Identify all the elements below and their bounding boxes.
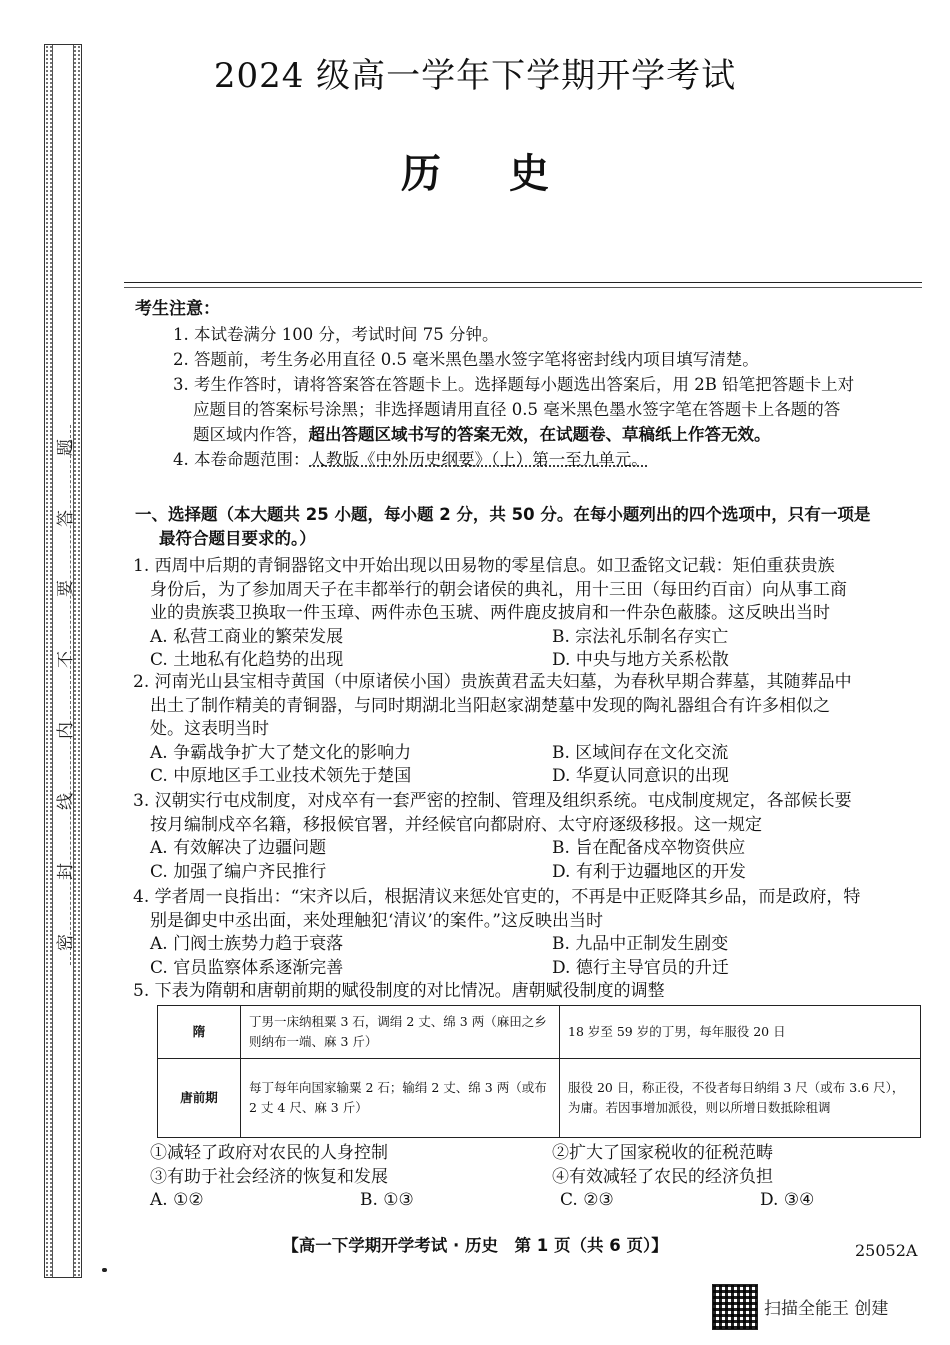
table-cell-dynasty: 唐前期: [158, 1059, 241, 1138]
option-c[interactable]: C. 加强了编户齐民推行: [150, 861, 327, 882]
options: [133, 933, 925, 980]
notice-item-cont: [135, 422, 930, 447]
section-heading: [135, 503, 925, 551]
header-rule-thin: [124, 287, 922, 288]
exam-title: 2024 级高一学年下学期开学考试: [213, 56, 737, 96]
option-c[interactable]: C. ②③: [560, 1190, 614, 1210]
candidate-notice: [135, 297, 930, 472]
option-d[interactable]: D. 有利于边疆地区的开发: [552, 861, 746, 882]
seal-char: 线: [55, 792, 76, 810]
section-heading-line: 最符合题目要求的。）: [159, 529, 316, 548]
notice-item: [135, 447, 930, 472]
option-d[interactable]: D. 华夏认同意识的出现: [552, 766, 729, 786]
page-footer: 【高一下学期开学考试 · 历史 第 1 页（共 6 页）】: [282, 1236, 668, 1255]
question-4: [133, 886, 925, 980]
question-line: 身份后，为了参加周天子在丰都举行的朝会诸侯的典礼，用十三田（每田约百亩）向从事工商: [150, 579, 847, 600]
statement: ④有效减轻了农民的经济负担: [552, 1166, 773, 1187]
notice-text: 4. 本卷命题范围：: [173, 450, 310, 469]
table-row: [158, 1006, 921, 1059]
notice-heading: 考生注意：: [135, 299, 220, 319]
table-cell-dynasty: 隋: [158, 1006, 241, 1059]
option-b[interactable]: B. 九品中正制发生剧变: [552, 934, 729, 954]
notice-item: 3. 考生作答时，请将答案答在答题卡上。选择题每小题选出答案后，用 2B 铅笔把答题卡上对: [173, 375, 855, 394]
question-2: [133, 671, 925, 789]
notice-item: 2. 答题前，考生务必用直径 0.5 毫米黑色墨水签字笔将密封线内项目填写清楚。: [173, 350, 759, 369]
question-5-choices: [133, 1142, 925, 1213]
seal-text: [53, 435, 76, 955]
question-line: 业的贵族裘卫换取一件玉璋、两件赤色玉琥、两件鹿皮披肩和一件杂色蔽膝。这反映出当时: [150, 603, 830, 623]
options: [133, 837, 925, 884]
option-b[interactable]: B. 区域间存在文化交流: [552, 742, 729, 763]
seal-char: 要: [55, 580, 76, 598]
question-3: [133, 790, 925, 884]
statement: ③有助于社会经济的恢复和发展: [150, 1166, 388, 1187]
option-b[interactable]: B. ①③: [360, 1190, 414, 1210]
question-line: 别是御史中丞出面，来处理触犯‘清议’的案件。”这反映出当时: [150, 910, 603, 931]
question-line: 出土了制作精美的青铜器，与同时期湖北当阳赵家湖楚墓中发现的陶礼器组合有许多相似之: [150, 695, 830, 716]
question-5: [133, 980, 925, 1004]
question-line: 2. 河南光山县宝相寺黄国（中原诸侯小国）贵族黄君孟夫妇墓，为春秋早期合葬墓，其随葬品中: [133, 672, 852, 692]
option-c[interactable]: C. 中原地区手工业技术领先于楚国: [150, 766, 412, 786]
table-cell-tax: 丁男一床纳租粟 3 石，调绢 2 丈、绵 3 两（麻田之乡则纳布一端、麻 3 斤）: [241, 1006, 560, 1059]
qr-code-icon: [712, 1284, 758, 1330]
question-line: 处。这表明当时: [150, 719, 269, 739]
scanner-watermark: 扫描全能王 创建: [764, 1299, 889, 1319]
question-line: 5. 下表为隋朝和唐朝前期的赋役制度的对比情况。唐朝赋役制度的调整: [133, 981, 665, 1001]
question-line: 1. 西周中后期的青铜器铭文中开始出现以田易物的零星信息。如卫盉铭文记载：矩伯重获贵族: [133, 556, 835, 576]
option-c[interactable]: C. 官员监察体系逐渐完善: [150, 957, 344, 978]
seal-char: 密: [55, 933, 76, 951]
options: [133, 626, 925, 673]
option-a[interactable]: A. ①②: [150, 1190, 204, 1210]
statement: ②扩大了国家税收的征税范畴: [552, 1143, 773, 1163]
option-b[interactable]: B. 宗法礼乐制名存实亡: [552, 626, 729, 647]
notice-item-cont: 应题目的答案标号涂黑；非选择题请用直径 0.5 毫米黑色墨水签字笔在答题卡上各题的答: [193, 400, 841, 419]
options: [133, 1189, 925, 1213]
subject-title: 历史: [401, 150, 617, 197]
seal-char: 不: [55, 651, 76, 669]
statements: [133, 1142, 925, 1189]
table-row: [158, 1059, 921, 1138]
question-line: 4. 学者周一良指出：“宋齐以后，根据清议来惩处官吏的，不再是中正贬降其乡品，而是政府，特: [133, 887, 861, 907]
exam-code: 25052A: [855, 1241, 918, 1260]
notice-item: 1. 本试卷满分 100 分，考试时间 75 分钟。: [173, 325, 499, 344]
option-d[interactable]: D. 德行主导官员的升迁: [552, 957, 729, 978]
seal-strip: [44, 44, 82, 1278]
tax-system-table: [157, 1005, 921, 1138]
option-d[interactable]: D. 中央与地方关系松散: [552, 650, 729, 670]
seal-char: 内: [55, 721, 76, 739]
question-line: 按月编制戍卒名籍，移报候官署，并经候官向都尉府、太守府逐级移报。这一规定: [150, 814, 762, 835]
option-c[interactable]: C. 土地私有化趋势的出现: [150, 650, 344, 670]
option-a[interactable]: A. 争霸战争扩大了楚文化的影响力: [150, 742, 412, 763]
question-1: [133, 555, 925, 673]
option-b[interactable]: B. 旨在配备戍卒物资供应: [552, 838, 746, 858]
option-a[interactable]: A. 私营工商业的繁荣发展: [150, 626, 344, 647]
question-line: 3. 汉朝实行屯戍制度，对戍卒有一套严密的控制、管理及组织系统。屯戍制度规定，各部候长要: [133, 791, 852, 811]
section-heading-line: 一、选择题（本大题共 25 小题，每小题 2 分，共 50 分。在每小题列出的四个选项中，只有一项是: [135, 505, 871, 524]
notice-scope: 人教版《中外历史纲要》（上）第一至九单元。: [309, 450, 648, 469]
seal-char: 答: [55, 509, 76, 527]
scan-mark: [102, 1268, 107, 1272]
seal-char: 封: [55, 863, 76, 881]
table-cell-tax: 每丁每年向国家输粟 2 石；输绢 2 丈、绵 3 两（或布 2 丈 4 尺、麻 3 斤）: [241, 1059, 560, 1138]
header-rule: [124, 282, 922, 283]
options: [133, 742, 925, 789]
notice-emphasis: 超出答题区域书写的答案无效，在试题卷、草稿纸上作答无效。: [308, 425, 771, 444]
option-a[interactable]: A. 有效解决了边疆问题: [150, 838, 327, 858]
table-cell-labor: 服役 20 日，称正役，不役者每日纳绢 3 尺（或布 3.6 尺），为庸。若因事增加派役，则以所增日数抵除租调: [560, 1059, 921, 1138]
seal-strip-inner: [52, 45, 74, 1277]
option-d[interactable]: D. ③④: [760, 1190, 815, 1210]
seal-char: 题: [55, 439, 76, 456]
option-a[interactable]: A. 门阀士族势力趋于衰落: [150, 934, 344, 954]
statement: ①减轻了政府对农民的人身控制: [150, 1143, 388, 1163]
table-cell-labor: 18 岁至 59 岁的丁男，每年服役 20 日: [560, 1006, 921, 1059]
notice-text: 题区域内作答，: [193, 425, 309, 444]
